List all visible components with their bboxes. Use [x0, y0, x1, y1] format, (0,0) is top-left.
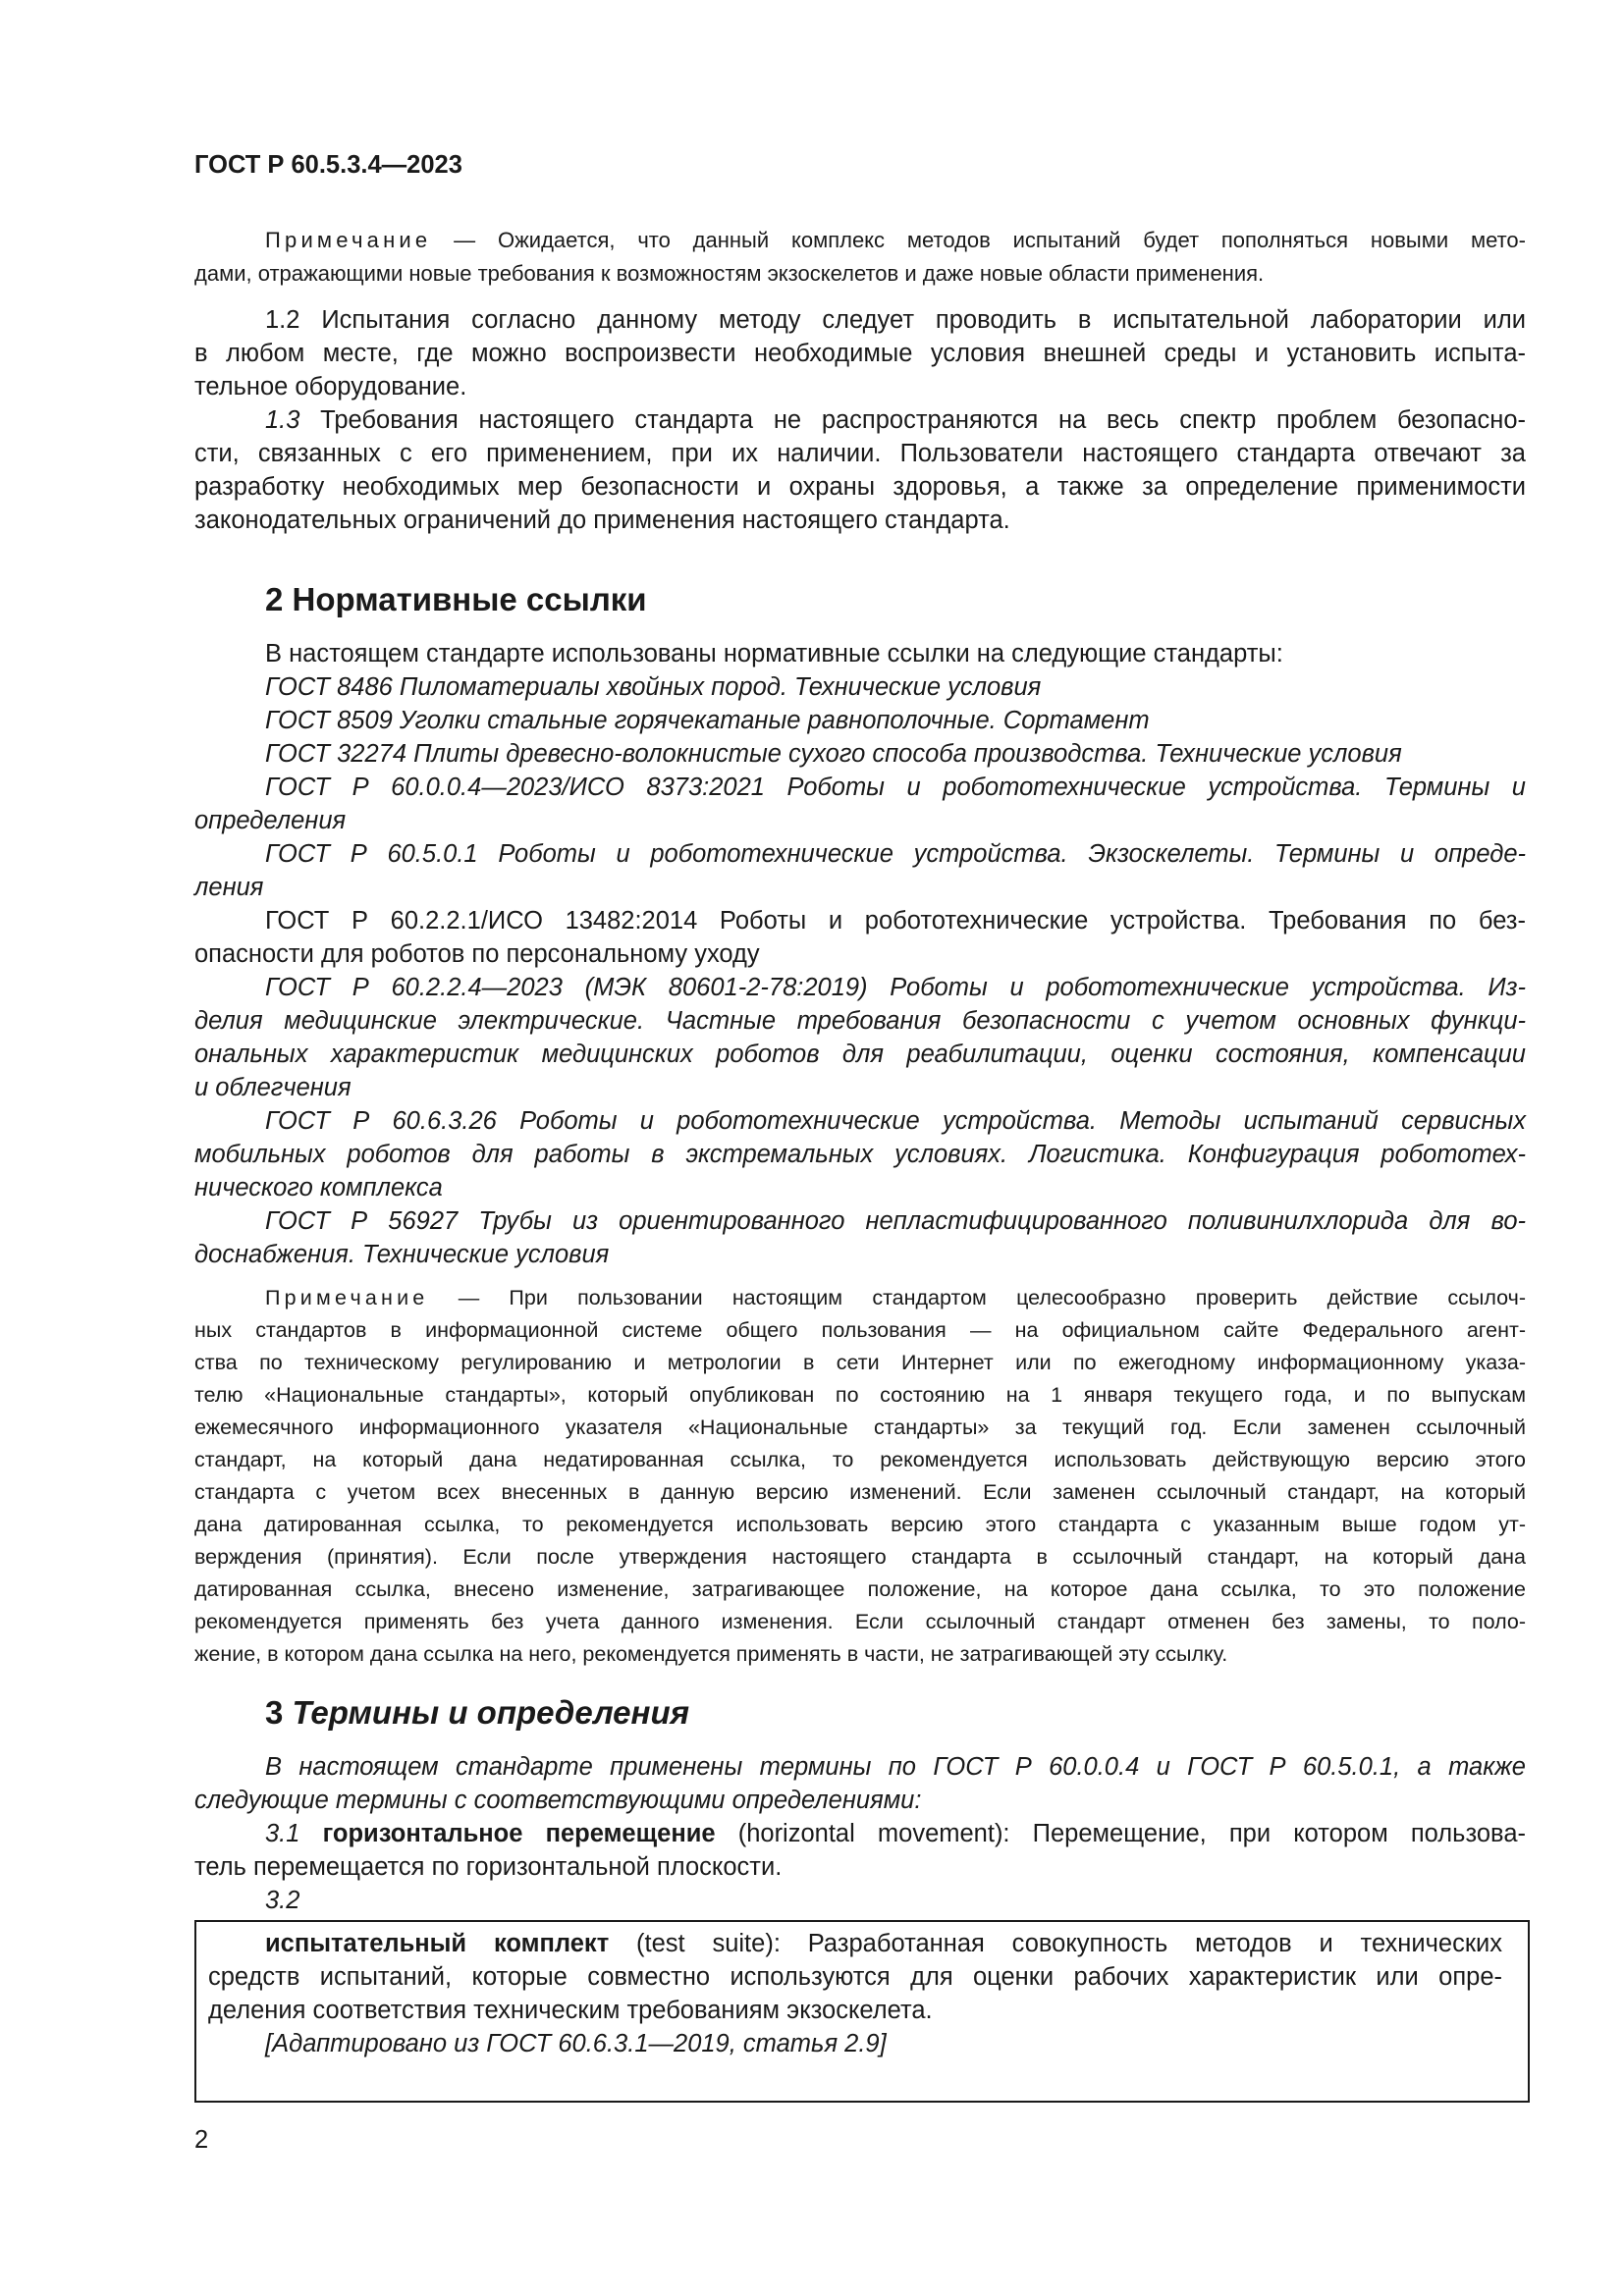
intro-note-line: Примечание — Ожидается, что данный комплекс методов испытаний будет пополняться новыми мето-	[265, 228, 1526, 252]
clause-number: 1.3	[265, 406, 300, 434]
section-2-intro: В настоящем стандарте использованы нормативные ссылки на следующие стандарты:	[265, 640, 1283, 667]
reference-line: ональных характеристик медицинских роботов для реабилитации, оценки состояния, компенсации	[194, 1041, 1526, 1068]
term-3-2-source: [Адаптировано из ГОСТ 60.6.3.1—2019, статья 2.9]	[265, 2030, 887, 2057]
reference-line: ления	[194, 874, 264, 901]
references-note-line: стандарт, на который дана недатированная ссылка, то рекомендуется использовать действующую версию этого	[194, 1448, 1526, 1471]
paragraph-1-3-line: законодательных ограничений до применения настоящего стандарта.	[194, 507, 1010, 534]
term-3-2-line: деления соответствия техническим требованиям экзоскелета.	[208, 1997, 933, 2024]
term-3-1-line: тель перемещается по горизонтальной плоскости.	[194, 1853, 783, 1881]
section-3-intro-line: В настоящем стандарте применены термины по ГОСТ Р 60.0.0.4 и ГОСТ Р 60.5.0.1, а также	[265, 1753, 1526, 1781]
reference-line: ГОСТ 32274 Плиты древесно-волокнистые сухого способа производства. Технические условия	[265, 740, 1402, 768]
clause-number: 3.1	[265, 1820, 300, 1847]
reference-line: делия медицинские электрические. Частные требования безопасности с учетом основных функци-	[194, 1007, 1526, 1035]
term-3-1-line: 3.1 горизонтальное перемещение (horizontal movement): Перемещение, при котором пользова-	[265, 1820, 1526, 1847]
paragraph-1-3-line: 1.3 Требования настоящего стандарта не распространяются на весь спектр проблем безопасно-	[265, 406, 1526, 434]
section-3-heading: 3 Термины и определения	[265, 1694, 690, 1731]
references-note-line: жение, в котором дана ссылка на него, рекомендуется применять в части, не затрагивающей эту ссылку.	[194, 1642, 1228, 1666]
term-3-2-line: испытательный комплект (test suite): Разработанная совокупность методов и технических	[265, 1930, 1503, 1957]
reference-line: мобильных роботов для работы в экстремальных условиях. Логистика. Конфигурация робототех-	[194, 1141, 1526, 1168]
clause-number: 3.2	[265, 1887, 300, 1914]
reference-line: нического комплекса	[194, 1174, 443, 1201]
term-name: испытательный комплект	[265, 1930, 610, 1957]
paragraph-1-2-line: в любом месте, где можно воспроизвести необходимые условия внешней среды и установить испыта-	[194, 340, 1526, 367]
reference-line: ГОСТ Р 56927 Трубы из ориентированного непластифицированного поливинилхлорида для во-	[265, 1207, 1526, 1235]
reference-line: доснабжения. Технические условия	[194, 1241, 610, 1268]
reference-line: ГОСТ Р 60.2.2.4—2023 (МЭК 80601-2-78:2019) Роботы и робототехнические устройства. Из-	[265, 974, 1526, 1001]
intro-note-line: дами, отражающими новые требования к возможностям экзоскелетов и даже новые области применения.	[194, 261, 1265, 286]
reference-line: ГОСТ 8486 Пиломатериалы хвойных пород. Технические условия	[265, 673, 1042, 701]
references-note-line: стандарта с учетом всех внесенных в данную версию изменений. Если заменен ссылочный стандарт, на который	[194, 1480, 1526, 1504]
references-note-line: телю «Национальные стандарты», который опубликован по состоянию на 1 января текущего года, и по выпускам	[194, 1383, 1526, 1407]
reference-line: ГОСТ Р 60.6.3.26 Роботы и робототехнические устройства. Методы испытаний сервисных	[265, 1107, 1526, 1135]
paragraph-1-3-line: разработку необходимых мер безопасности и охраны здоровья, а также за определение применимости	[194, 473, 1526, 501]
term-3-2-line: средств испытаний, которые совместно используются для оценки рабочих характеристик или опре-	[208, 1963, 1502, 1991]
reference-line: определения	[194, 807, 347, 834]
section-3-intro-line: следующие термины с соответствующими определениями:	[194, 1787, 922, 1814]
reference-line: ГОСТ Р 60.0.0.4—2023/ИСО 8373:2021 Роботы и робототехнические устройства. Термины и	[265, 774, 1526, 801]
references-note-line: Примечание — При пользовании настоящим стандартом целесообразно проверить действие ссылоч-	[265, 1286, 1526, 1309]
document-code: ГОСТ Р 60.5.3.4—2023	[194, 151, 462, 179]
references-note-line: ства по техническому регулированию и метрологии в сети Интернет или по ежегодному информационному указа-	[194, 1351, 1526, 1374]
reference-line: и облегчения	[194, 1074, 352, 1101]
references-note-line: рекомендуется применять без учета данного изменения. Если ссылочный стандарт отменен без замены, то поло-	[194, 1610, 1526, 1633]
note-label: Примечание	[265, 1286, 429, 1309]
references-note-line: дана датированная ссылка, то рекомендуется использовать версию этого стандарта с указанным выше годом ут-	[194, 1513, 1526, 1536]
reference-line: ГОСТ Р 60.2.2.1/ИСО 13482:2014 Роботы и робототехнические устройства. Требования по без-	[265, 907, 1526, 934]
references-note-line: верждения (принятия). Если после утверждения настоящего стандарта в ссылочный стандарт, на который дана	[194, 1545, 1526, 1569]
term-name: горизонтальное перемещение	[322, 1820, 716, 1847]
page-number: 2	[194, 2126, 209, 2154]
references-note-line: ных стандартов в информационной системе общего пользования — на официальном сайте Федерального агент-	[194, 1318, 1526, 1342]
reference-line: опасности для роботов по персональному уходу	[194, 940, 760, 968]
reference-line: ГОСТ Р 60.5.0.1 Роботы и робототехнические устройства. Экзоскелеты. Термины и опреде-	[265, 840, 1526, 868]
paragraph-1-2-line: 1.2 Испытания согласно данному методу следует проводить в испытательной лаборатории или	[265, 306, 1526, 334]
references-note-line: ежемесячного информационного указателя «Национальные стандарты» за текущий год. Если заменен ссылочный	[194, 1415, 1526, 1439]
paragraph-1-3-line: сти, связанных с его применением, при их наличии. Пользователи настоящего стандарта отвечают за	[194, 440, 1526, 467]
paragraph-1-2-line: тельное оборудование.	[194, 373, 467, 400]
section-2-heading: 2 Нормативные ссылки	[265, 581, 647, 617]
reference-line: ГОСТ 8509 Уголки стальные горячекатаные равнополочные. Сортамент	[265, 707, 1150, 734]
references-note-line: датированная ссылка, внесено изменение, затрагивающее положение, на которое дана ссылка, то это положение	[194, 1577, 1526, 1601]
note-label: Примечание	[265, 228, 432, 252]
